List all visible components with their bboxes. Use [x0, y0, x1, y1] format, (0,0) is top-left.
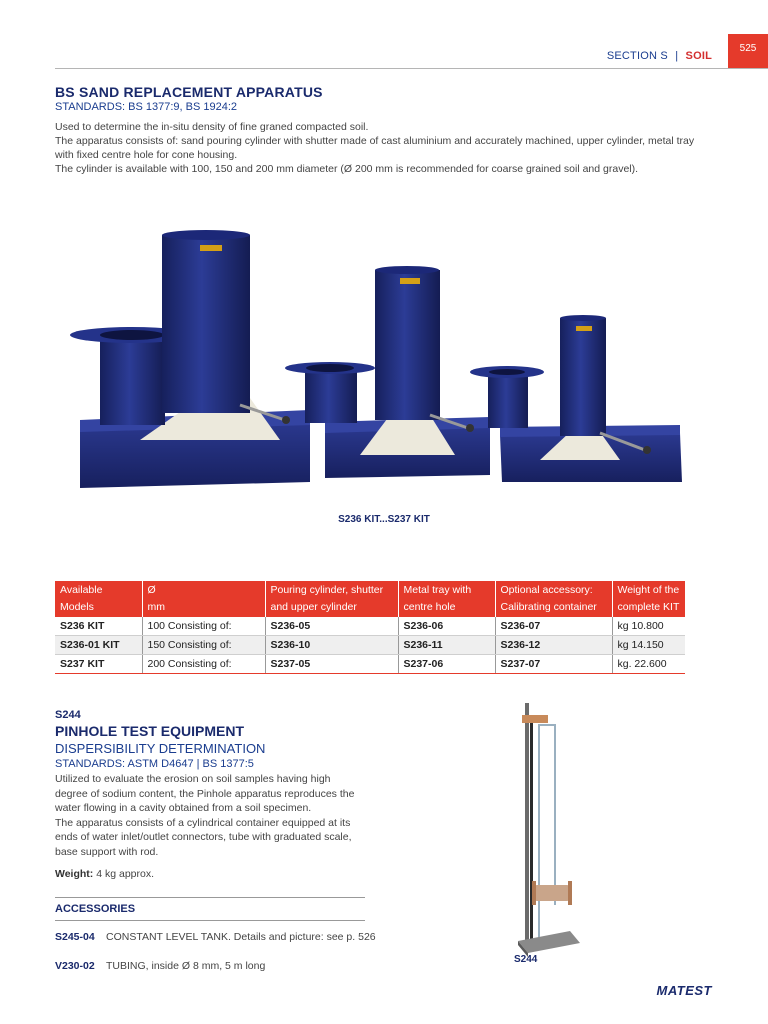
header-metal-tray: Metal tray with centre hole	[398, 581, 495, 617]
cell-cylinder: S236-05	[265, 617, 398, 636]
header-divider	[55, 68, 768, 69]
spec-table	[55, 581, 685, 674]
cell-diameter: 150 Consisting of:	[142, 636, 265, 655]
page-number: 525	[728, 34, 768, 68]
cell-accessory: S236-12	[495, 636, 612, 655]
small-apparatus	[470, 315, 682, 482]
table-row	[55, 655, 685, 674]
table-header-row	[55, 581, 685, 617]
product2-title: PINHOLE TEST EQUIPMENT	[55, 723, 245, 739]
cell-cylinder: S236-10	[265, 636, 398, 655]
page-header	[0, 0, 768, 70]
product2-code: S244	[55, 709, 81, 721]
cell-weight: kg. 22.600	[612, 655, 685, 674]
sand-replacement-apparatus-photo	[70, 220, 690, 500]
cell-cylinder: S237-05	[265, 655, 398, 674]
pinhole-apparatus-photo	[500, 695, 600, 960]
accessory-code: S245-04	[55, 931, 95, 943]
cell-model: S237 KIT	[55, 655, 142, 674]
product-description	[55, 120, 715, 176]
description-line: Used to determine the in-situ density of fine graned compacted soil.	[55, 121, 369, 133]
accessories-divider-bottom	[55, 920, 365, 921]
product2-subtitle: DISPERSIBILITY DETERMINATION	[55, 741, 266, 756]
header-weight: Weight of the complete KIT	[612, 581, 685, 617]
header-diameter: Ø mm	[142, 581, 265, 617]
accessories-title: ACCESSORIES	[55, 903, 136, 915]
cell-weight: kg 10.800	[612, 617, 685, 636]
cell-diameter: 200 Consisting of:	[142, 655, 265, 674]
description-line: Utilized to evaluate the erosion on soil samples having high degree of sodium content, the Pinhole apparatus reproduces the water flowing in a cavity obtained from a soil specimen.	[55, 773, 355, 814]
product2-standards: STANDARDS: ASTM D4647 | BS 1377:5	[55, 758, 254, 770]
cell-tray: S236-06	[398, 617, 495, 636]
header-pouring-cylinder: Pouring cylinder, shutter and upper cylinder	[265, 581, 398, 617]
section-separator: |	[675, 50, 679, 62]
photo2-caption: S244	[514, 954, 538, 965]
header-optional-accessory: Optional accessory: Calibrating container	[495, 581, 612, 617]
section-label	[607, 50, 712, 62]
description-line: The apparatus consists of a cylindrical container equipped at its ends of water inlet/outlet connectors, tube with graduated scale, base support with rod.	[55, 816, 352, 858]
accessory-text: CONSTANT LEVEL TANK. Details and picture: see p. 526	[106, 931, 376, 943]
weight-label: Weight:	[55, 868, 94, 880]
accessory-code: V230-02	[55, 960, 95, 972]
weight-value: 4 kg approx.	[96, 868, 155, 880]
photo-caption: S236 KIT...S237 KIT	[338, 514, 430, 525]
table-row	[55, 617, 685, 636]
cell-accessory: S236-07	[495, 617, 612, 636]
section-name: SOIL	[685, 50, 712, 62]
section-code: SECTION S	[606, 50, 668, 62]
accessory-text: TUBING, inside Ø 8 mm, 5 m long	[106, 960, 266, 972]
cell-model: S236 KIT	[55, 617, 142, 636]
description-line: The cylinder is available with 100, 150 and 200 mm diameter (Ø 200 mm is recommended for coarse grained soil and gravel).	[55, 163, 639, 175]
medium-apparatus	[285, 266, 490, 478]
table-row	[55, 636, 685, 655]
cell-diameter: 100 Consisting of:	[142, 617, 265, 636]
large-apparatus	[70, 230, 310, 488]
product2-description	[55, 772, 365, 859]
header-models: Available Models	[55, 581, 142, 617]
cell-weight: kg 14.150	[612, 636, 685, 655]
product2-weight	[55, 868, 154, 880]
accessories-divider-top	[55, 897, 365, 898]
product-standards: STANDARDS: BS 1377:9, BS 1924:2	[55, 101, 237, 113]
description-line: The apparatus consists of: sand pouring cylinder with shutter made of cast aluminium and accurately machined, upper cylinder, metal tray with fixed centre hole for cone housing.	[55, 135, 695, 161]
cell-accessory: S237-07	[495, 655, 612, 674]
accessory-item	[55, 959, 385, 973]
cell-tray: S237-06	[398, 655, 495, 674]
accessory-item	[55, 930, 385, 944]
cell-tray: S236-11	[398, 636, 495, 655]
product-title: BS SAND REPLACEMENT APPARATUS	[55, 84, 323, 100]
cell-model: S236-01 KIT	[55, 636, 142, 655]
matest-logo: MATEST	[656, 983, 712, 998]
